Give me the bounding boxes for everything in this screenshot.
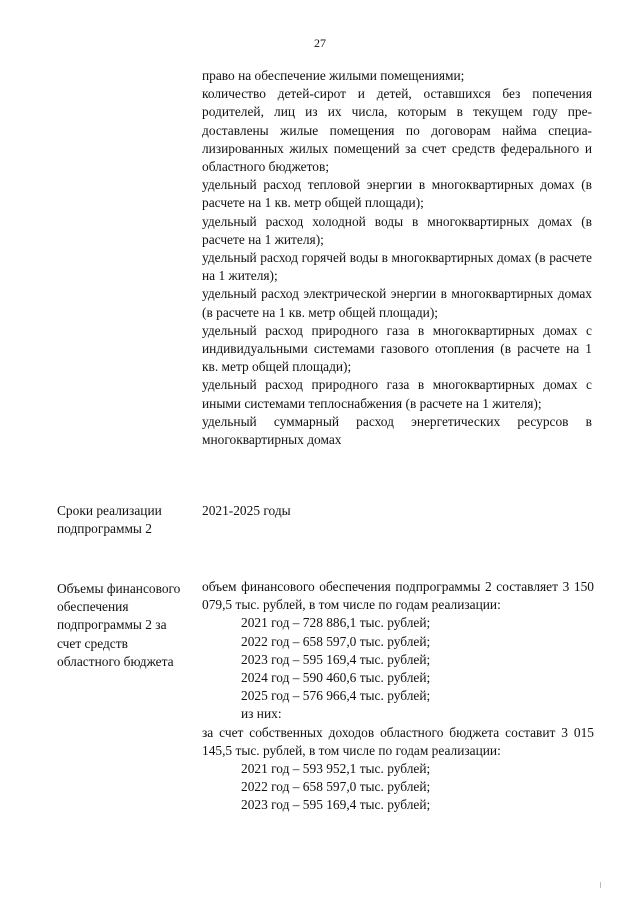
funding-own-year-row: 2021 год – 593 952,1 тыс. рублей; xyxy=(241,761,431,777)
funding-label: Объемы финансового обеспечения подпрограммы 2 за счет средств областного бюджета xyxy=(57,581,181,669)
indicator-item: удельный расход тепловой энергии в многоквартирных домах (в расчете на 1 кв. метр общей площади); xyxy=(202,177,592,211)
funding-own-year-row: 2022 год – 658 597,0 тыс. рублей; xyxy=(241,779,431,795)
indicator-item: количество детей-сирот и детей, оставшихся без попечения родителей, лиц из их числа, которым в текущем году предоставлены жилые помещения по договорам найма специализированных жилых помещений за счет средств федерального и областного бюджетов; xyxy=(202,86,592,175)
page-number: 27 xyxy=(314,36,326,50)
indicator-item: удельный расход природного газа в многоквартирных домах с индивидуальными системами газового отопления (в расчете на 1 кв. метр общей площади); xyxy=(202,322,592,375)
indicator-item: удельный суммарный расход энергетических ресурсов в многоквартирных домах xyxy=(202,413,592,448)
period-label: Сроки реализации подпрограммы 2 xyxy=(57,503,162,537)
funding-intro: объем финансового обеспечения подпрограммы 2 составляет 3 150 079,5 тыс. рублей, в том числе по годам реализации: xyxy=(202,579,594,613)
indicator-item: удельный расход холодной воды в многоквартирных домах (в расчете на 1 жителя); xyxy=(202,213,592,247)
funding-year-row: 2025 год – 576 966,4 тыс. рублей; xyxy=(241,688,431,704)
indicator-item: право на обеспечение жилыми помещениями; xyxy=(202,68,465,83)
funding-section xyxy=(202,578,594,815)
indicators-list xyxy=(202,67,592,449)
funding-of-them: из них: xyxy=(241,706,282,722)
funding-year-row: 2023 год – 595 169,4 тыс. рублей; xyxy=(241,651,431,667)
funding-own-income: за счет собственных доходов областного бюджета составит 3 015 145,5 тыс. рублей, в том числе по годам реализации: xyxy=(202,724,594,758)
funding-year-row: 2021 год – 728 886,1 тыс. рублей; xyxy=(241,615,431,631)
indicator-item: удельный расход природного газа в многоквартирных домах с иными системами теплоснабжения (в расчете на 1 жителя); xyxy=(202,377,592,411)
funding-year-row: 2024 год – 590 460,6 тыс. рублей; xyxy=(241,670,431,686)
scan-mark xyxy=(600,882,601,888)
funding-year-row: 2022 год – 658 597,0 тыс. рублей; xyxy=(241,633,431,649)
indicator-item: удельный расход горячей воды в многоквартирных домах (в расчете на 1 жителя); xyxy=(202,250,592,284)
funding-own-year-row: 2023 год – 595 169,4 тыс. рублей; xyxy=(241,797,431,813)
indicator-item: удельный расход электрической энергии в многоквартирных домах (в расчете на 1 кв. метр общей площади); xyxy=(202,286,592,320)
period-value: 2021-2025 годы xyxy=(202,503,291,518)
